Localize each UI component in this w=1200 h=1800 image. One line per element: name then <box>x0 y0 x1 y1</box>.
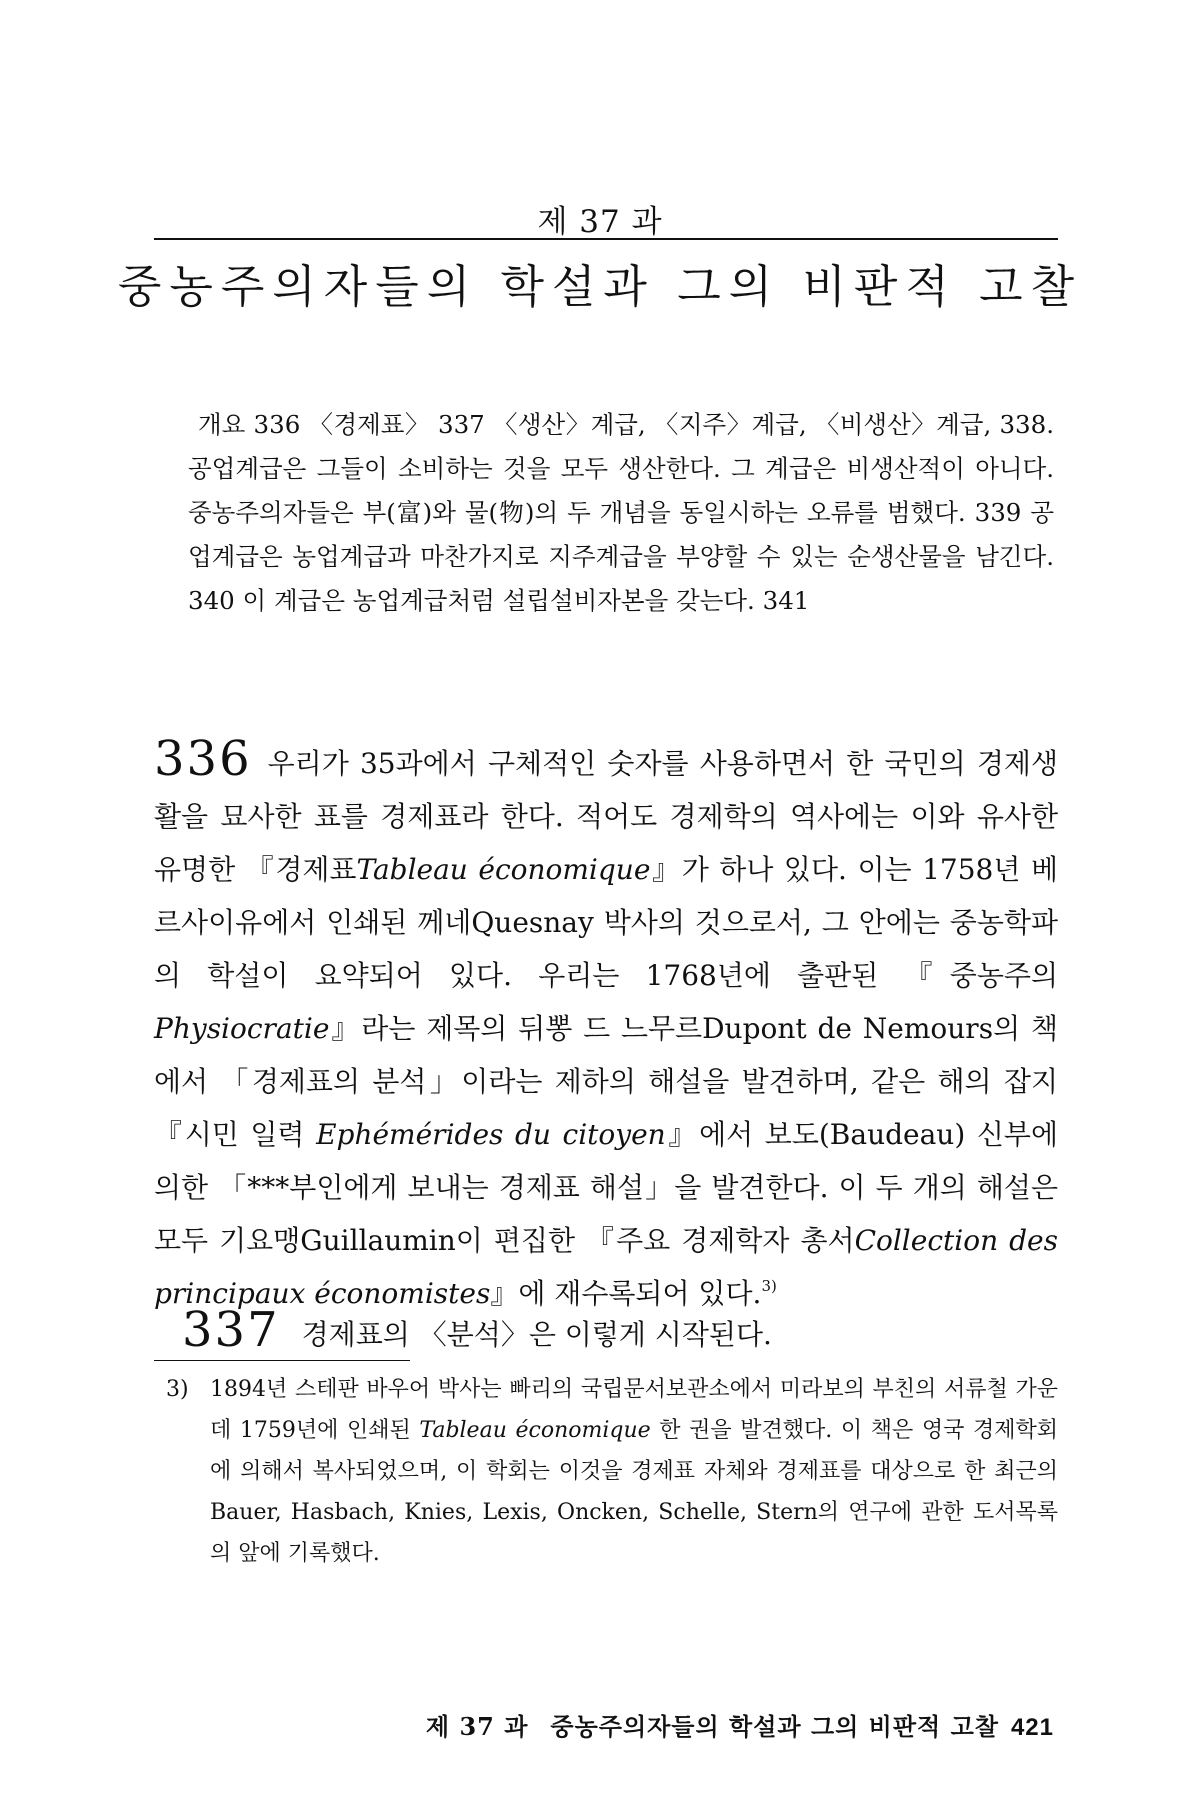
page-number: 421 <box>1010 1714 1054 1741</box>
paragraph-number: 336 <box>154 731 252 787</box>
paragraph-text: 』가 하나 있다. 이는 1758년 베르사이유에서 인쇄된 께네Quesnay 박사의 것으로서, 그 안에는 중농학파의 학설이 요약되어 있다. 우리는 1768년에 출판된 『중농주의 <box>154 853 1058 992</box>
footnote-text: 1894년 스테판 바우어 박사는 빠리의 국립문서보관소에서 미라보의 부친의 서류철 가운데 1759년에 인쇄된 <box>210 1377 1058 1443</box>
paragraph-number: 337 <box>182 1302 280 1358</box>
footnote-divider <box>154 1360 410 1361</box>
footnote-reference: 3) <box>761 1277 777 1295</box>
footnote-number: 3) <box>166 1377 189 1402</box>
paragraph-text: 』라는 제목의 뒤뽕 드 느무르Dupont de Nemours의 책에서 「경제표의 분석」이라는 제하의 해설을 발견하며, 같은 해의 잡지 『시민 일력 <box>154 1012 1058 1151</box>
chapter-title: 중농주의자들의 학설과 그의 비판적 고찰 <box>117 260 1083 313</box>
italic-title: Physiocratie <box>154 1012 330 1045</box>
paragraph-text: 』에서 보도(Baudeau) 신부에 의한 「***부인에게 보내는 경제표 해설」을 발견한다. 이 두 개의 해설은 모두 기요맹Guillaumin이 편집한 『주요 경제학자 총서 <box>154 1118 1058 1257</box>
italic-title: Tableau économique <box>419 1418 651 1443</box>
footnote <box>166 1369 1058 1574</box>
paragraph-text: 』에 재수록되어 있다. <box>490 1277 762 1310</box>
italic-title: Ephémérides du citoyen <box>316 1118 666 1151</box>
running-footer <box>426 1707 1054 1742</box>
paragraph-text: 우리가 35과에서 구체적인 숫자를 사용하면서 한 국민의 경제생활을 묘사한 표를 경제표라 한다. 적어도 경제학의 역사에는 이와 유사한 유명한 『경제표 <box>154 747 1058 886</box>
footer-lesson: 제 37 과 <box>425 1712 529 1741</box>
footer-title: 중농주의자들의 학설과 그의 비판적 고찰 <box>550 1712 999 1741</box>
paragraph-text: 경제표의 〈분석〉은 이렇게 시작된다. <box>301 1318 772 1351</box>
paragraph-337 <box>182 1300 772 1365</box>
chapter-summary: 개요 336 〈경제표〉 337 〈생산〉계급, 〈지주〉계급, 〈비생산〉계급, 338. 공업계급은 그들이 소비하는 것을 모두 생산한다. 그 계급은 비생산적이 아니다. 중농주의자들은 부(富)와 물(物)의 두 개념을 동일시하는 오류를 범했다. 339 공업계급은 농업계급과 마찬가지로 지주계급을 부양할 수 있는 순생산물을 남긴다. 340 이 계급은 농업계급처럼 설립설비자본을 갖는다. 341 <box>188 410 1054 615</box>
lesson-label: 제 37 과 <box>537 204 663 240</box>
title-divider <box>154 238 1058 240</box>
italic-title: Tableau économique <box>356 853 651 886</box>
footnote-text: 한 권을 발견했다. 이 책은 영국 경제학회에 의해서 복사되었으며, 이 학회는 이것을 경제표 자체와 경제표를 대상으로 한 최근의 Bauer, Hasbach, Knies, Lexis, Oncken, Schelle, Stern의 연구에 관한 도서목록의 앞에 기록했다. <box>210 1418 1058 1566</box>
paragraph-336 <box>154 733 1058 1320</box>
italic-title: Collection des principaux économistes <box>154 1224 1058 1310</box>
